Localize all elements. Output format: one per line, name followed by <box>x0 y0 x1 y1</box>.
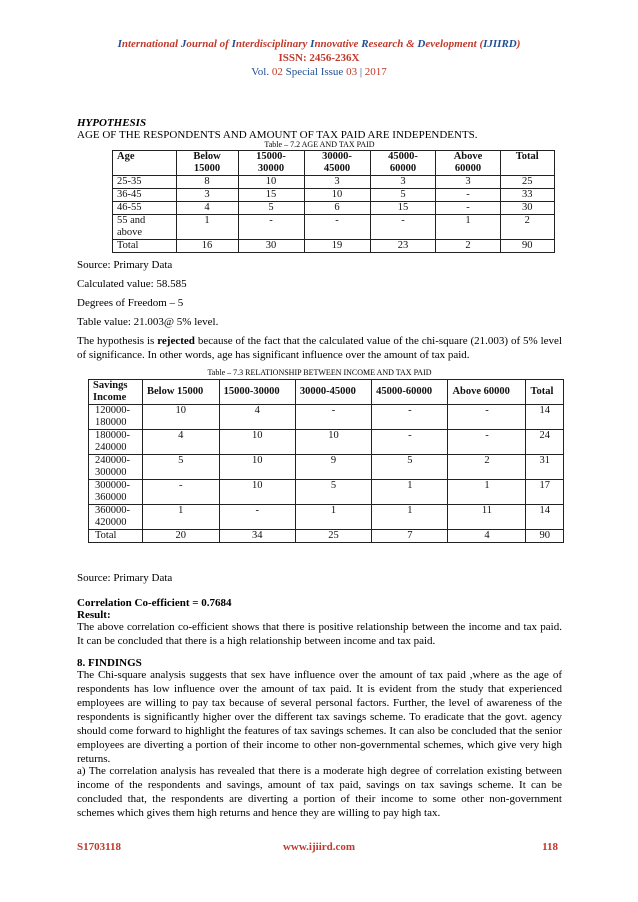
cell-text: - <box>466 202 470 213</box>
findings-paragraph-1: The Chi-square analysis suggests that sex have influence over the amount of tax paid ,where as the age of respondents has low influence over the amount of tax paid. It is evident from the study that experienced employees are willing to pay tax because of several personal factors. Further, the level of awareness of the respondents is significantly higher over the different tax savings scheme. To eradicate that the govt. agency should come forward to highlight the features of tax savings schemes. It can also be concluded that the senior employees are diverting a portion of their income to other non-governmental schemes, which give very high returns. <box>77 669 562 765</box>
cell-text: - <box>485 430 489 441</box>
table-cell <box>219 430 295 455</box>
cell-text: 30 <box>265 240 277 251</box>
column-header <box>526 380 564 405</box>
cell-text: Total <box>95 530 117 541</box>
table-cell <box>500 202 555 215</box>
cell-text: 15000- <box>256 151 286 162</box>
column-header <box>448 380 526 405</box>
table-cell <box>176 189 238 202</box>
table-cell <box>113 240 177 253</box>
table-cell <box>142 530 219 543</box>
cell-text: 300000- <box>95 480 130 491</box>
table-cell <box>142 480 219 505</box>
cell-text: - <box>269 215 273 226</box>
website-link[interactable]: www.ijiird.com <box>282 841 356 853</box>
cell-text: 30000- <box>322 151 352 162</box>
cell-text: 5 <box>268 202 274 213</box>
table-cell <box>142 430 219 455</box>
column-header <box>304 151 370 176</box>
table-cell <box>176 215 238 240</box>
cell-text: 6 <box>334 202 340 213</box>
journal-title-part: I <box>310 38 315 50</box>
table-cell <box>372 505 448 530</box>
cell-text: 4 <box>178 430 184 441</box>
table-cell <box>142 405 219 430</box>
column-header <box>295 380 371 405</box>
table-cell <box>370 240 436 253</box>
source-note-2: Source: Primary Data <box>77 572 173 584</box>
cell-text: 10 <box>328 430 339 441</box>
table-header-row <box>89 380 564 405</box>
table-cell <box>370 202 436 215</box>
cell-text: 14 <box>539 405 550 416</box>
cell-text: 1 <box>178 505 184 516</box>
cell-text: 30000 <box>257 163 285 174</box>
cell-text: 20 <box>175 530 187 541</box>
table-row <box>89 480 564 505</box>
table-cell <box>89 505 143 530</box>
table-cell <box>304 215 370 240</box>
hypothesis-heading: HYPOTHESIS <box>77 117 147 129</box>
table-cell <box>219 480 295 505</box>
degrees-of-freedom: Degrees of Freedom – 5 <box>77 297 184 309</box>
cell-text: 34 <box>252 530 263 541</box>
cell-text: 16 <box>201 240 213 251</box>
cell-text: - <box>335 215 339 226</box>
cell-text: Total <box>117 240 139 251</box>
table-cell <box>295 505 371 530</box>
cell-text: 8 <box>204 176 210 187</box>
table-cell <box>238 202 304 215</box>
table-cell <box>89 430 143 455</box>
cell-text: 10 <box>175 405 187 416</box>
volume-separator: | <box>357 66 365 78</box>
cell-text: 4 <box>484 530 490 541</box>
journal-title-part: J <box>180 38 187 50</box>
cell-text: 14 <box>539 505 550 516</box>
table-cell <box>295 405 371 430</box>
cell-text: 33 <box>522 189 533 200</box>
table-cell <box>113 202 177 215</box>
cell-text: 1 <box>330 505 337 516</box>
cell-text: 2 <box>484 455 490 466</box>
journal-title-part: ) <box>516 38 521 50</box>
volume-prefix: Vol. <box>251 66 272 78</box>
table-cell <box>295 455 371 480</box>
cell-text: 30000-45000 <box>299 386 356 397</box>
cell-text: 90 <box>522 240 533 251</box>
cell-text: 15 <box>265 189 277 200</box>
cell-text: 10 <box>265 176 277 187</box>
cell-text: 45000 <box>323 163 351 174</box>
table-cell <box>372 430 448 455</box>
conclusion-rejected: rejected <box>157 335 195 347</box>
cell-text: 15000-30000 <box>223 386 280 397</box>
table-cell <box>176 240 238 253</box>
cell-text: 3 <box>334 176 340 187</box>
cell-text: Total <box>530 386 554 397</box>
cell-text: Income <box>93 392 127 403</box>
journal-title-part: nterdisciplinary <box>235 38 311 50</box>
source-note: Source: Primary Data <box>77 259 173 271</box>
table-cell <box>448 405 526 430</box>
table-cell <box>89 405 143 430</box>
table-cell <box>448 480 526 505</box>
cell-text: Total <box>515 151 539 162</box>
cell-text: 2 <box>465 240 471 251</box>
table-cell <box>526 480 564 505</box>
cell-text: 36-45 <box>117 189 142 200</box>
journal-title-part: IJIIRD <box>483 38 517 50</box>
cell-text: 10 <box>252 455 263 466</box>
cell-text: 30 <box>522 202 533 213</box>
volume-mid: Special Issue <box>282 66 347 78</box>
table-cell <box>219 505 295 530</box>
cell-text: 9 <box>330 455 337 466</box>
table-cell <box>176 202 238 215</box>
cell-text: 45000-60000 <box>376 386 433 397</box>
cell-text: 10 <box>252 480 263 491</box>
age-tax-table <box>112 150 555 253</box>
table-header-row <box>113 151 555 176</box>
column-header <box>142 380 219 405</box>
table-cell <box>448 455 526 480</box>
table-cell <box>304 176 370 189</box>
cell-text: 90 <box>539 530 550 541</box>
column-header <box>176 151 238 176</box>
journal-title-part: R <box>361 38 369 50</box>
table-cell <box>238 189 304 202</box>
cell-text: 420000 <box>95 517 127 528</box>
table-cell <box>176 176 238 189</box>
table-cell <box>500 189 555 202</box>
table-cell <box>500 176 555 189</box>
column-header <box>370 151 436 176</box>
table-row <box>89 505 564 530</box>
cell-text: 10 <box>331 189 343 200</box>
table-cell <box>436 240 500 253</box>
cell-text: 31 <box>539 455 550 466</box>
result-text: The above correlation co-efficient shows that there is positive relationship between the income and tax paid. It can be concluded that there is a high relationship between income and tax paid. <box>77 621 562 647</box>
journal-title-part: evelopment ( <box>425 38 484 50</box>
cell-text: - <box>401 215 405 226</box>
table-cell <box>304 240 370 253</box>
cell-text: - <box>466 189 470 200</box>
table-cell <box>448 530 526 543</box>
cell-text: 19 <box>331 240 343 251</box>
cell-text: 25-35 <box>117 176 142 187</box>
journal-title-part: nnovative <box>314 38 362 50</box>
table1-caption: Table – 7.2 AGE AND TAX PAID <box>264 140 375 149</box>
table-cell <box>142 455 219 480</box>
cell-text: 15000 <box>193 163 221 174</box>
cell-text: 1 <box>407 505 413 516</box>
conclusion-text-after: because of the fact that the calculated value of the chi-square (21.003) of 5% level of significance. In other words, age has significant influence over the amount of tax paid. <box>77 335 562 361</box>
income-tax-table <box>88 379 564 543</box>
table-cell <box>448 505 526 530</box>
table-row <box>113 215 555 240</box>
cell-text: above <box>117 227 143 238</box>
cell-text: 1 <box>204 215 210 226</box>
column-header <box>89 380 143 405</box>
findings-heading: 8. FINDINGS <box>77 657 142 669</box>
table-cell <box>372 405 448 430</box>
table-cell <box>526 405 564 430</box>
cell-text: 7 <box>407 530 413 541</box>
cell-text: 5 <box>178 455 184 466</box>
table-cell <box>113 215 177 240</box>
table-cell <box>370 215 436 240</box>
cell-text: - <box>408 430 412 441</box>
cell-text: 10 <box>252 430 263 441</box>
table-row <box>89 455 564 480</box>
cell-text: - <box>331 405 336 416</box>
table-cell <box>113 189 177 202</box>
page-number: 118 <box>542 841 558 853</box>
cell-text: 3 <box>465 176 471 187</box>
column-header <box>113 151 177 176</box>
cell-text: 360000- <box>95 505 130 516</box>
journal-title-part: nternational <box>121 38 181 50</box>
cell-text: 60000 <box>454 163 482 174</box>
cell-text: 360000 <box>95 492 127 503</box>
table-cell <box>370 176 436 189</box>
table-cell <box>219 455 295 480</box>
cell-text: Above 60000 <box>452 386 510 397</box>
cell-text: - <box>408 405 412 416</box>
column-header <box>500 151 555 176</box>
column-header <box>219 380 295 405</box>
findings-paragraph-2: a) The correlation analysis has revealed that there is a moderate high degree of correlation existing between income of the respondents and savings, amount of tax paid, savings on tax savings scheme. It can be concluded that, the respondents are diverting a portion of their income to some other non-government schemes which gives them high returns and hence they are willing to pay high tax. <box>77 765 562 819</box>
cell-text: 1 <box>407 480 413 491</box>
cell-text: 55 and <box>117 215 146 226</box>
cell-text: 24 <box>539 430 550 441</box>
table-cell <box>238 240 304 253</box>
cell-text: 240000 <box>95 442 127 453</box>
table-row <box>89 430 564 455</box>
cell-text: 180000 <box>95 417 127 428</box>
volume-issue <box>0 66 638 79</box>
cell-text: 120000- <box>95 405 130 416</box>
cell-text: 45000- <box>388 151 418 162</box>
table-cell <box>436 176 500 189</box>
result-heading: Result: <box>77 609 111 621</box>
cell-text: Age <box>117 151 135 162</box>
table-cell <box>304 189 370 202</box>
cell-text: 17 <box>539 480 550 491</box>
total-row <box>89 530 564 543</box>
table-cell <box>372 455 448 480</box>
total-row <box>113 240 555 253</box>
table-cell <box>219 530 295 543</box>
table-cell <box>113 176 177 189</box>
table-cell <box>295 480 371 505</box>
issn: ISSN: 2456-236X <box>278 52 360 64</box>
year: 2017 <box>364 66 387 78</box>
journal-title-part: ournal of <box>186 38 232 50</box>
table-cell <box>500 215 555 240</box>
conclusion-text-before: The hypothesis is <box>77 335 158 347</box>
cell-text: 3 <box>400 176 406 187</box>
cell-text: 4 <box>204 202 210 213</box>
cell-text: - <box>255 505 259 516</box>
cell-text: - <box>179 480 183 491</box>
table-cell <box>526 430 564 455</box>
table-row <box>113 189 555 202</box>
table-cell <box>448 430 526 455</box>
journal-title <box>0 38 638 51</box>
cell-text: 240000- <box>95 455 130 466</box>
cell-text: 11 <box>481 505 493 516</box>
calculated-value: Calculated value: 58.585 <box>77 278 187 290</box>
table-cell <box>526 455 564 480</box>
table-cell <box>526 530 564 543</box>
cell-text: 23 <box>397 240 409 251</box>
table-cell <box>238 176 304 189</box>
cell-text: 300000 <box>95 467 127 478</box>
table-cell <box>142 505 219 530</box>
paper-id: S1703118 <box>77 841 122 853</box>
table-cell <box>370 189 436 202</box>
column-header <box>238 151 304 176</box>
table-cell <box>219 405 295 430</box>
cell-text: 25 <box>522 176 533 187</box>
table-cell <box>89 455 143 480</box>
cell-text: 1 <box>465 215 471 226</box>
table-cell <box>436 202 500 215</box>
cell-text: 4 <box>254 405 260 416</box>
table-cell <box>89 480 143 505</box>
journal-title-part: I <box>231 38 236 50</box>
table-value: Table value: 21.003@ 5% level. <box>77 316 219 328</box>
table-cell <box>526 505 564 530</box>
cell-text: 1 <box>484 480 490 491</box>
cell-text: 180000- <box>95 430 130 441</box>
cell-text: - <box>485 405 489 416</box>
cell-text: 2 <box>524 215 530 226</box>
journal-title-part: esearch & <box>368 38 418 50</box>
cell-text: 15 <box>397 202 409 213</box>
table-cell <box>295 530 371 543</box>
cell-text: Above <box>453 151 483 162</box>
journal-title-part: I <box>117 38 122 50</box>
cell-text: 60000 <box>389 163 417 174</box>
cell-text: 46-55 <box>117 202 142 213</box>
cell-text: 25 <box>328 530 339 541</box>
table-cell <box>295 430 371 455</box>
cell-text: Savings <box>93 380 128 391</box>
volume-number: 02 <box>271 66 283 78</box>
table-cell <box>372 530 448 543</box>
table-cell <box>372 480 448 505</box>
column-header <box>372 380 448 405</box>
table2-caption: Table – 7.3 RELATIONSHIP BETWEEN INCOME AND TAX PAID <box>207 368 432 377</box>
cell-text: Below <box>193 151 221 162</box>
table-cell <box>304 202 370 215</box>
table-cell <box>436 215 500 240</box>
table-row <box>113 202 555 215</box>
column-header <box>436 151 500 176</box>
hypothesis-conclusion <box>77 334 562 362</box>
cell-text: 5 <box>400 189 406 200</box>
cell-text: 5 <box>407 455 413 466</box>
cell-text: Below 15000 <box>146 386 204 397</box>
issue-number: 03 <box>346 66 358 78</box>
cell-text: 5 <box>330 480 337 491</box>
correlation-coefficient: Correlation Co-efficient = 0.7684 <box>77 597 232 609</box>
table-cell <box>436 189 500 202</box>
cell-text: 3 <box>204 189 210 200</box>
table-row <box>89 405 564 430</box>
table-cell <box>500 240 555 253</box>
table-cell <box>89 530 143 543</box>
table-row <box>113 176 555 189</box>
hypothesis-statement: AGE OF THE RESPONDENTS AND AMOUNT OF TAX PAID ARE INDEPENDENTS. <box>77 129 478 141</box>
table-cell <box>238 215 304 240</box>
journal-title-part: D <box>417 38 426 50</box>
